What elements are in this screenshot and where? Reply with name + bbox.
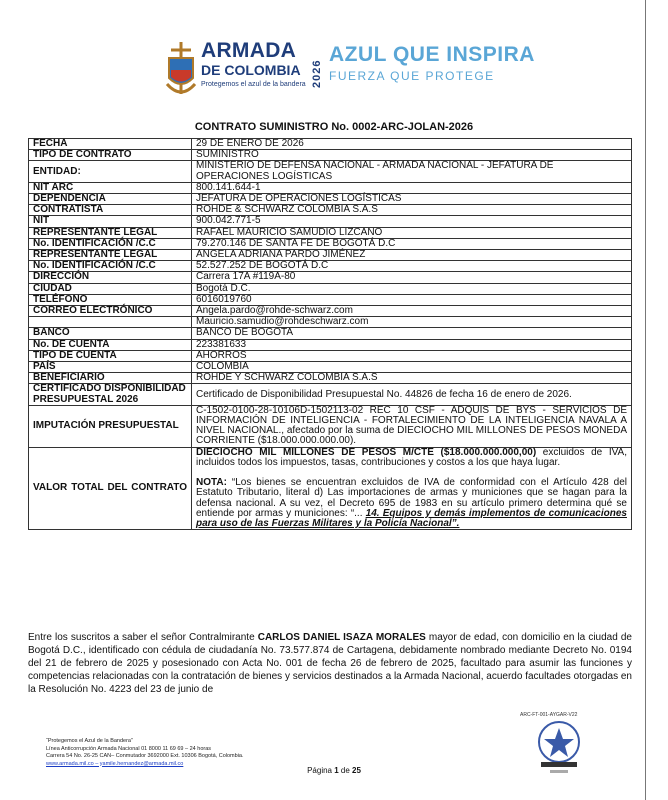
row-label: PAÍS bbox=[29, 362, 192, 373]
row-value: Certificado de Disponibilidad Presupuestal No. 44826 de fecha 16 de enero de 2026. bbox=[192, 384, 632, 405]
row-value: JEFATURA DE OPERACIONES LOGÍSTICAS bbox=[192, 194, 632, 205]
table-row bbox=[29, 306, 632, 317]
row-value: 79.270.146 DE SANTA FE DE BOGOTÁ D.C bbox=[192, 238, 632, 249]
nota-label: NOTA: bbox=[196, 477, 227, 489]
footer-link[interactable]: www.armada.mil.co – yamile.hernandez@armada.mil.co bbox=[46, 760, 184, 767]
footer-info bbox=[46, 738, 244, 768]
year-vertical: 2026 bbox=[311, 59, 323, 88]
valor-amount: DIECIOCHO MIL MILLONES DE PESOS M/CTE ($18.000.000.000,00) bbox=[196, 446, 537, 458]
valor-amount-detail: excluidos de IVA, incluidos todos los impuestos, tasas, contribuciones y costos a los que haya lugar. bbox=[196, 446, 627, 468]
row-label: CONTRATISTA bbox=[29, 205, 192, 216]
row-label bbox=[29, 317, 192, 328]
brand-name: ARMADA bbox=[201, 39, 297, 62]
page-sep: de bbox=[338, 766, 353, 775]
table-row bbox=[29, 294, 632, 305]
contract-title: CONTRATO SUMINISTRO No. 0002-ARC-JOLAN-2026 bbox=[194, 121, 474, 133]
table-row bbox=[29, 150, 632, 161]
row-label: TIPO DE CONTRATO bbox=[29, 150, 192, 161]
row-label: DIRECCIÓN bbox=[29, 272, 192, 283]
row-value: 900.042.771-5 bbox=[192, 216, 632, 227]
row-value: Angela.pardo@rohde-schwarz.com bbox=[192, 306, 632, 317]
page-prefix: Página bbox=[307, 766, 335, 775]
row-value: 29 DE ENERO DE 2026 bbox=[192, 139, 632, 150]
para-rest: mayor de edad, con domicilio en la ciudad de Bogotá D.C., identificado con cédula de ciudadanía No. 73.577.874 de Cartagena, debidamente nombrado mediante Decreto No. 0194 del 21 de febrero de 2025 y posesionado con Acta No. 001 de fecha 26 de febrero de 2025, facultado para asumir las funciones y competencias relacionadas con la contratación de bienes y servicios destinados a la Armada Nacional, acuerdo facultades otorgadas en la Resolución No. 4223 del 23 de junio de bbox=[28, 632, 632, 695]
row-label: BENEFICIARIO bbox=[29, 373, 192, 384]
row-label: VALOR TOTAL DEL CONTRATO bbox=[29, 447, 192, 529]
contract-intro-paragraph bbox=[28, 631, 632, 696]
row-value: SUMINISTRO bbox=[192, 150, 632, 161]
row-label: No. IDENTIFICACIÓN /C.C bbox=[29, 238, 192, 249]
slogan-main: AZUL QUE INSPIRA bbox=[329, 43, 535, 66]
brand-subname: DE COLOMBIA bbox=[201, 62, 301, 78]
table-row bbox=[29, 216, 632, 227]
row-label: TIPO DE CUENTA bbox=[29, 350, 192, 361]
row-value: RAFAEL MAURICIO SAMUDIO LIZCANO bbox=[192, 227, 632, 238]
row-value: Bogotá D.C. bbox=[192, 283, 632, 294]
header-logo bbox=[165, 38, 535, 100]
row-value: ROHDE Y SCHWARZ COLOMBIA S.A.S bbox=[192, 373, 632, 384]
nota-quote: 14. Equipos y demás implementos de comunicaciones para uso de las Fuerzas Militares y la Policía Nacional”. bbox=[196, 507, 627, 529]
form-code: ARC-FT-001-AYGAR-V22 bbox=[520, 712, 578, 718]
slogan-sub: FUERZA QUE PROTEGE bbox=[329, 69, 495, 83]
table-row bbox=[29, 339, 632, 350]
row-value: 52.527.252 DE BOGOTÁ D.C bbox=[192, 261, 632, 272]
row-value: AHORROS bbox=[192, 350, 632, 361]
footer-address: Carrera 54 No. 26-25 CAN– Conmutador 3692000 Ext. 10306 Bogotá, Colombia. bbox=[46, 753, 244, 759]
row-label: CERTIFICADO DISPONIBILIDAD PRESUPUESTAL 2026 bbox=[29, 384, 192, 405]
page-edge bbox=[645, 0, 646, 800]
table-row bbox=[29, 238, 632, 249]
table-row bbox=[29, 328, 632, 339]
footer-hotline: Línea Anticorrupción Armada Nacional 01 8000 11 69 69 – 24 horas bbox=[46, 745, 212, 752]
contract-info-table bbox=[28, 138, 632, 530]
table-row bbox=[29, 139, 632, 150]
table-row bbox=[29, 161, 632, 182]
table-row bbox=[29, 205, 632, 216]
table-row bbox=[29, 317, 632, 328]
row-label: CORREO ELECTRÓNICO bbox=[29, 306, 192, 317]
row-value: 223381633 bbox=[192, 339, 632, 350]
row-label: DEPENDENCIA bbox=[29, 194, 192, 205]
brand-tagline: Protegemos el azul de la bandera bbox=[201, 81, 306, 88]
table-row-valor bbox=[29, 447, 632, 529]
row-label: TELÉFONO bbox=[29, 294, 192, 305]
table-row bbox=[29, 272, 632, 283]
row-value: ROHDE & SCHWARZ COLOMBIA S.A.S bbox=[192, 205, 632, 216]
para-name: CARLOS DANIEL ISAZA MORALES bbox=[257, 632, 426, 643]
row-label: ENTIDAD: bbox=[29, 161, 192, 182]
table-row bbox=[29, 194, 632, 205]
row-label: FECHA bbox=[29, 139, 192, 150]
table-row bbox=[29, 227, 632, 238]
para-start: Entre los suscritos a saber el señor Contralmirante bbox=[28, 632, 258, 643]
row-value bbox=[192, 447, 632, 529]
row-label: No. DE CUENTA bbox=[29, 339, 192, 350]
page-current: 1 bbox=[334, 766, 339, 775]
row-label: NIT ARC bbox=[29, 182, 192, 193]
row-label: NIT bbox=[29, 216, 192, 227]
row-value: Carrera 17A #119A-80 bbox=[192, 272, 632, 283]
row-value: COLOMBIA bbox=[192, 362, 632, 373]
row-value: Mauricio.samudio@rohdeschwarz.com bbox=[192, 317, 632, 328]
row-value: ANGELA ADRIANA PARDO JIMÉNEZ bbox=[192, 250, 632, 261]
row-value: 800.141.644-1 bbox=[192, 182, 632, 193]
row-value: MINISTERIO DE DEFENSA NACIONAL - ARMADA NACIONAL - JEFATURA DE OPERACIONES LOGÍSTICAS bbox=[192, 161, 632, 182]
table-row bbox=[29, 405, 632, 447]
row-label: IMPUTACIÓN PRESUPUESTAL bbox=[29, 405, 192, 447]
row-value: 6016019760 bbox=[192, 294, 632, 305]
nota-text: “Los bienes se encuentran excluidos de IVA de conformidad con el Artículo 428 del Estatuto Tributario, literal d) Las importaciones de armas y municiones que se hagan para la defensa nacional. A su vez, el Decreto 695 de 1983 en su artículo primero determina qué se entiende por armas y municiones: “... bbox=[196, 477, 627, 519]
page-total: 25 bbox=[352, 766, 361, 775]
table-row bbox=[29, 373, 632, 384]
table-row bbox=[29, 350, 632, 361]
page-number bbox=[0, 766, 668, 775]
table-row bbox=[29, 283, 632, 294]
table-row bbox=[29, 182, 632, 193]
row-value: BANCO DE BOGOTA bbox=[192, 328, 632, 339]
row-label: No. IDENTIFICACIÓN /C.C bbox=[29, 261, 192, 272]
row-label: REPRESENTANTE LEGAL bbox=[29, 250, 192, 261]
row-value: C-1502-0100-28-10106D-1502113-02 REC 10 CSF - ADQUIS DE BYS - SERVICIOS DE INFORMACIÓN DE INTELIGENCIA - FORTALECIMIENTO DE LA INTELIGENCIA NAVALA A NIVEL NACIONAL., afectado por la suma de DIECIOCHO MIL MILLONES DE PESOS MONEDA CORRIENTE ($18.000.000.000.00). bbox=[192, 405, 632, 447]
row-label: CIUDAD bbox=[29, 283, 192, 294]
footer-motto: “Protegemos el Azul de la Bandera” bbox=[46, 738, 133, 744]
table-row bbox=[29, 384, 632, 405]
table-row bbox=[29, 362, 632, 373]
row-label: BANCO bbox=[29, 328, 192, 339]
navy-crest-icon bbox=[165, 40, 197, 98]
row-label: REPRESENTANTE LEGAL bbox=[29, 227, 192, 238]
table-row bbox=[29, 261, 632, 272]
